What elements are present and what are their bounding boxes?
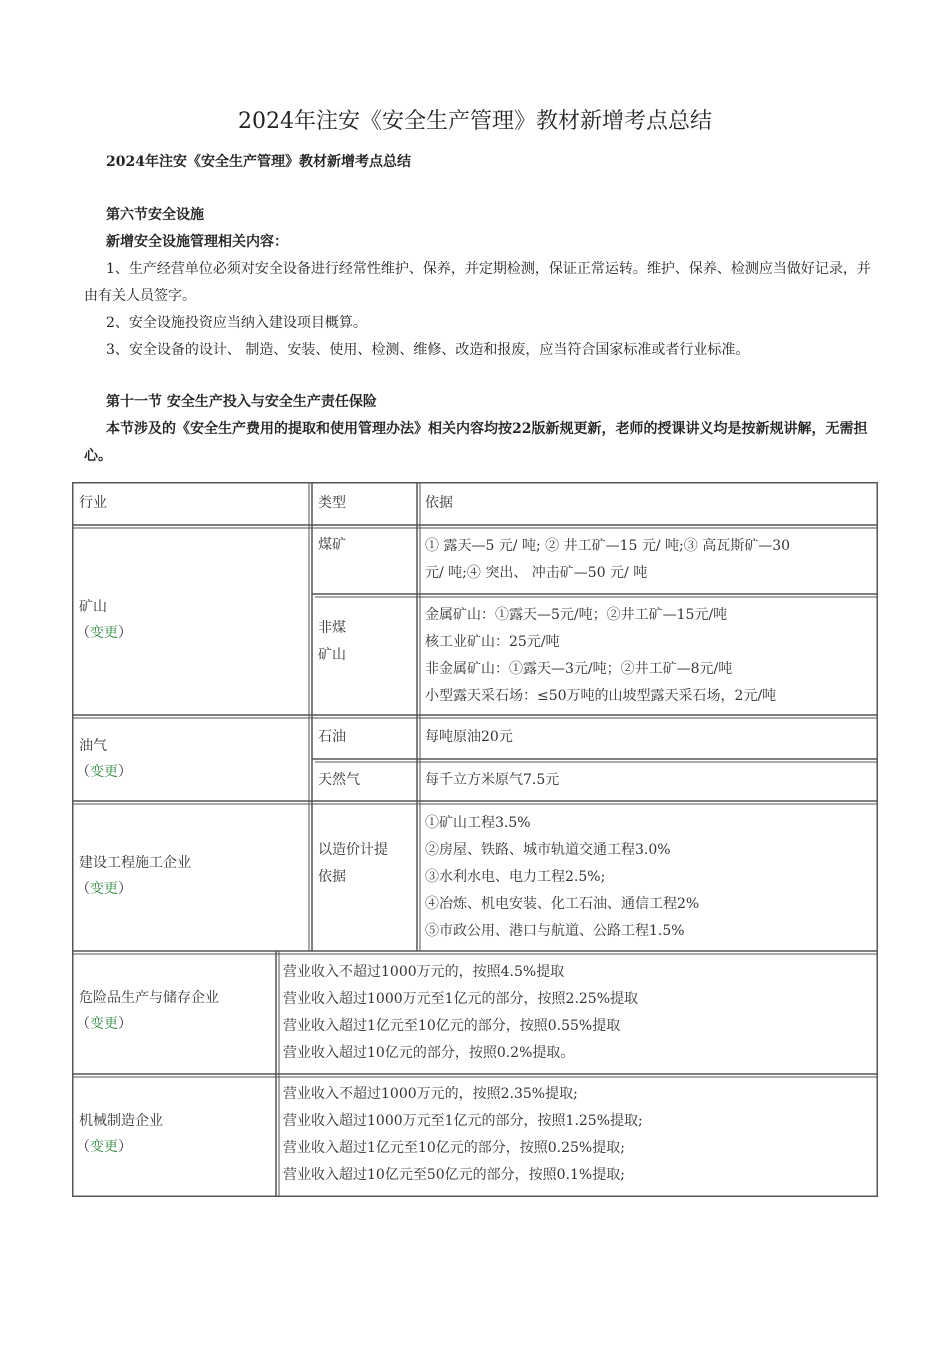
section6-item: 2、安全设施投资应当纳入建设项目概算。	[106, 315, 367, 331]
type-noncoal: 非煤 矿山	[318, 620, 346, 663]
basis-gas: 每千立方米原气7.5元	[425, 772, 560, 788]
header-industry: 行业	[79, 495, 107, 511]
provision-table	[72, 482, 878, 1197]
industry-mining: 矿山	[79, 599, 107, 615]
section11-heading: 第十一节 安全生产投入与安全生产责任保险	[106, 394, 377, 410]
section6-subheading: 新增安全设施管理相关内容：	[106, 234, 288, 250]
basis-noncoal: 金属矿山：①露天—5元/吨；②井工矿—15元/吨 核工业矿山：25元/吨 非金属矿山：①露天—3元/吨；②井工矿—8元/吨 小型露天采石场：≤50万吨的山坡型露天采石场，2元/吨	[425, 607, 777, 704]
basis-construction: ①矿山工程3.5% ②房屋、铁路、城市轨道交通工程3.0% ③水利水电、电力工程2.5%; ④冶炼、机电安装、化工石油、通信工程2% ⑤市政公用、港口与航道、公路工程1.5%	[425, 815, 700, 939]
basis-hazardous: 营业收入不超过1000万元的，按照4.5%提取 营业收入超过1000万元至1亿元的部分，按照2.25%提取 营业收入超过1亿元至10亿元的部分，按照0.55%提取 营业收入超过10亿元的部分，按照0.2%提取。	[283, 964, 639, 1061]
type-construction: 以造价计提 依据	[318, 842, 388, 885]
section6-heading: 第六节安全设施	[106, 207, 204, 223]
basis-coal: ① 露天—5 元/ 吨; ② 井工矿—15 元/ 吨;③ 高瓦斯矿—30 元/ 吨;④ 突出、 冲击矿—50 元/ 吨	[425, 538, 791, 581]
change-tag: （变更）	[76, 1139, 132, 1155]
change-tag: （变更）	[76, 881, 132, 897]
section11-note: 本节涉及的《安全生产费用的提取和使用管理办法》相关内容均按22版新规更新，老师的授课讲义均是按新规讲解，无需担心。	[84, 421, 868, 464]
header-basis: 依据	[425, 495, 453, 511]
basis-machinery: 营业收入不超过1000万元的，按照2.35%提取; 营业收入超过1000万元至1亿元的部分，按照1.25%提取; 营业收入超过1亿元至10亿元的部分，按照0.25%提取; 营业收入超过10亿元至50亿元的部分，按照0.1%提取;	[283, 1086, 643, 1183]
section6-item: 1、生产经营单位必须对安全设备进行经常性维护、保养，并定期检测，保证正常运转。维护、保养、检测应当做好记录，并由有关人员签字。	[84, 261, 871, 304]
type-oil: 石油	[318, 729, 346, 745]
type-gas: 天然气	[318, 772, 360, 788]
change-tag: （变更）	[76, 764, 132, 780]
document-title: 2024年注安《安全生产管理》教材新增考点总结	[238, 109, 712, 134]
type-coal: 煤矿	[318, 537, 346, 553]
basis-oil: 每吨原油20元	[425, 729, 513, 745]
industry-oilgas: 油气	[79, 738, 107, 754]
industry-machinery: 机械制造企业	[79, 1113, 163, 1129]
industry-hazardous: 危险品生产与储存企业	[79, 990, 219, 1006]
header-type: 类型	[318, 495, 346, 511]
industry-construction: 建设工程施工企业	[79, 855, 191, 871]
section6-item: 3、安全设备的设计、 制造、安装、使用、检测、维修、改造和报废，应当符合国家标准或者行业标准。	[106, 342, 750, 358]
document-subtitle: 2024年注安《安全生产管理》教材新增考点总结	[106, 154, 411, 170]
change-tag: （变更）	[76, 625, 132, 641]
change-tag: （变更）	[76, 1016, 132, 1032]
